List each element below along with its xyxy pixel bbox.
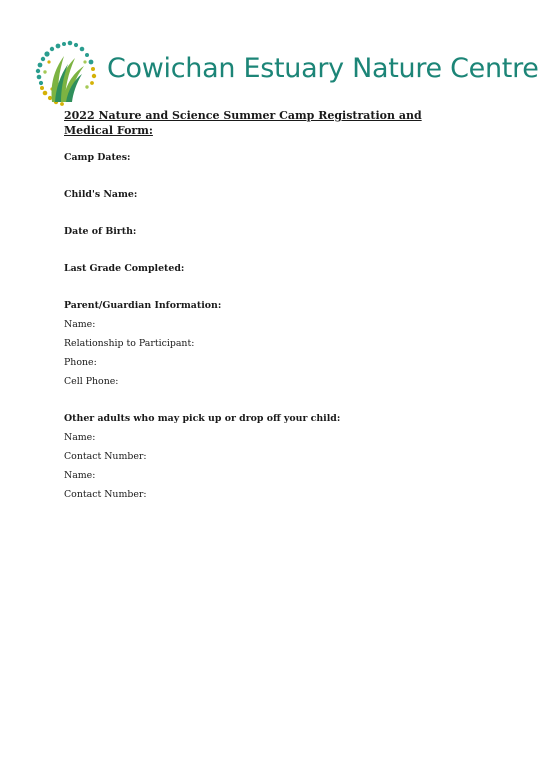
parent-guardian-section bbox=[64, 299, 484, 388]
relationship-field: Relationship to Participant: bbox=[64, 338, 195, 349]
camp-dates-label: Camp Dates: bbox=[64, 152, 131, 163]
other-adult-contact-field: Contact Number: bbox=[64, 451, 147, 462]
last-grade-section bbox=[64, 262, 484, 275]
organization-name: Cowichan Estuary Nature Centre bbox=[107, 53, 539, 84]
other-adults-section bbox=[64, 412, 484, 501]
grass-and-beads-logo-icon bbox=[30, 32, 110, 112]
other-adult-contact-field: Contact Number: bbox=[64, 489, 147, 500]
parent-name-field: Name: bbox=[64, 319, 96, 330]
form-content bbox=[64, 108, 484, 507]
parent-guardian-heading: Parent/Guardian Information: bbox=[64, 300, 222, 311]
header bbox=[30, 32, 539, 112]
childs-name-section bbox=[64, 188, 484, 201]
date-of-birth-label: Date of Birth: bbox=[64, 226, 137, 237]
camp-dates-section bbox=[64, 151, 484, 164]
phone-field: Phone: bbox=[64, 357, 97, 368]
other-adult-name-field: Name: bbox=[64, 432, 96, 443]
date-of-birth-section bbox=[64, 225, 484, 238]
form-title: 2022 Nature and Science Summer Camp Registration and Medical Form: bbox=[64, 109, 422, 137]
last-grade-label: Last Grade Completed: bbox=[64, 263, 185, 274]
cell-phone-field: Cell Phone: bbox=[64, 376, 119, 387]
other-adults-heading: Other adults who may pick up or drop off your child: bbox=[64, 413, 341, 424]
childs-name-label: Child's Name: bbox=[64, 189, 138, 200]
other-adult-name-field: Name: bbox=[64, 470, 96, 481]
